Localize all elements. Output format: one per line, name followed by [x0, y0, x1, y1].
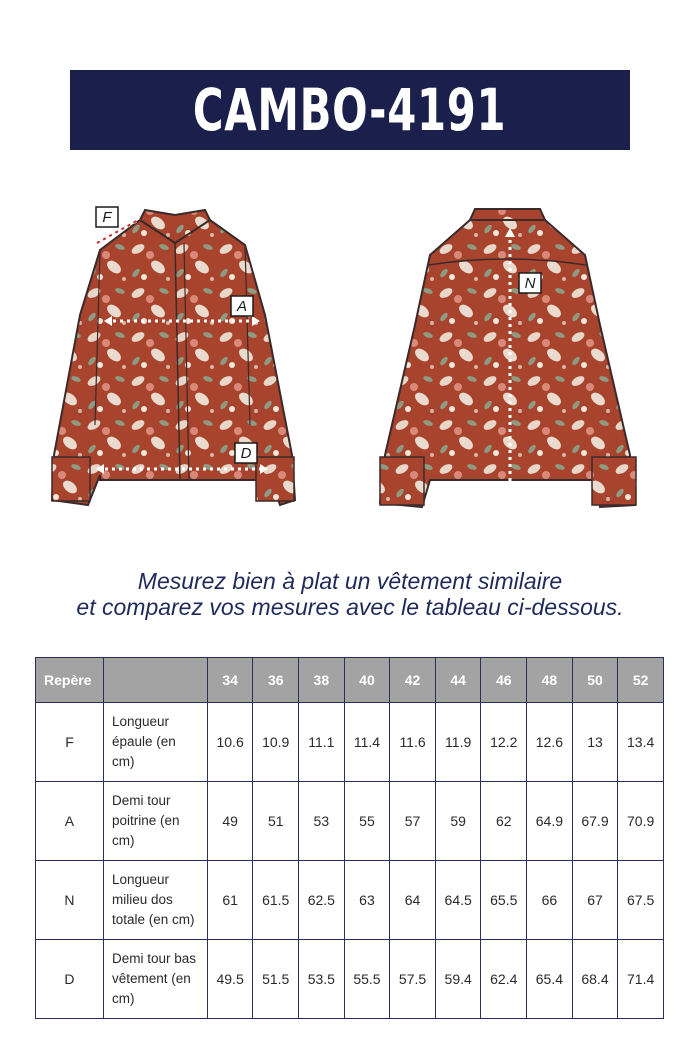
table-row [36, 703, 664, 782]
header-label [103, 658, 207, 703]
table-cell: 11.1 [299, 703, 345, 782]
table-cell: 67.9 [572, 782, 618, 861]
row-label: Longueur milieu dos totale (en cm) [103, 861, 207, 940]
size-chart-table [35, 657, 664, 1019]
row-mark: N [36, 861, 104, 940]
measuring-instructions [0, 568, 700, 620]
row-mark: D [36, 940, 104, 1019]
table-cell: 55 [344, 782, 390, 861]
table-cell: 64.9 [527, 782, 573, 861]
marker-a [231, 296, 253, 316]
table-cell: 67 [572, 861, 618, 940]
table-cell: 11.6 [390, 703, 436, 782]
garment-illustration [40, 195, 660, 525]
product-title: CAMBO-4191 [193, 76, 507, 144]
marker-f [96, 207, 118, 227]
table-cell: 57 [390, 782, 436, 861]
header-size: 40 [344, 658, 390, 703]
table-cell: 67.5 [618, 861, 664, 940]
marker-n [519, 273, 541, 293]
table-cell: 49 [207, 782, 253, 861]
table-row [36, 940, 664, 1019]
table-cell: 53.5 [299, 940, 345, 1019]
svg-text:D: D [240, 445, 252, 462]
header-size: 36 [253, 658, 299, 703]
table-cell: 13.4 [618, 703, 664, 782]
table-cell: 61 [207, 861, 253, 940]
instructions-line-1: Mesurez bien à plat un vêtement similaire [137, 568, 563, 594]
marker-d [235, 443, 257, 463]
table-cell: 68.4 [572, 940, 618, 1019]
table-cell: 59 [435, 782, 481, 861]
header-size: 52 [618, 658, 664, 703]
table-cell: 11.4 [344, 703, 390, 782]
header-size: 46 [481, 658, 527, 703]
table-cell: 49.5 [207, 940, 253, 1019]
table-cell: 59.4 [435, 940, 481, 1019]
table-cell: 64.5 [435, 861, 481, 940]
svg-text:F: F [102, 209, 112, 226]
table-cell: 65.5 [481, 861, 527, 940]
header-size: 48 [527, 658, 573, 703]
table-cell: 12.2 [481, 703, 527, 782]
table-header-row [36, 658, 664, 703]
header-size: 38 [299, 658, 345, 703]
table-cell: 61.5 [253, 861, 299, 940]
header-size: 42 [390, 658, 436, 703]
table-cell: 62.5 [299, 861, 345, 940]
svg-text:A: A [236, 298, 248, 315]
table-cell: 53 [299, 782, 345, 861]
table-cell: 10.9 [253, 703, 299, 782]
svg-text:N: N [524, 275, 536, 292]
table-cell: 62 [481, 782, 527, 861]
table-cell: 62.4 [481, 940, 527, 1019]
header-size: 44 [435, 658, 481, 703]
row-label: Demi tour bas vêtement (en cm) [103, 940, 207, 1019]
title-banner [70, 70, 630, 150]
row-mark: A [36, 782, 104, 861]
table-row [36, 782, 664, 861]
table-cell: 13 [572, 703, 618, 782]
row-mark: F [36, 703, 104, 782]
header-size: 34 [207, 658, 253, 703]
header-size: 50 [572, 658, 618, 703]
table-cell: 66 [527, 861, 573, 940]
row-label: Demi tour poitrine (en cm) [103, 782, 207, 861]
table-cell: 63 [344, 861, 390, 940]
table-cell: 10.6 [207, 703, 253, 782]
table-cell: 64 [390, 861, 436, 940]
table-cell: 70.9 [618, 782, 664, 861]
table-cell: 12.6 [527, 703, 573, 782]
table-cell: 57.5 [390, 940, 436, 1019]
table-cell: 51.5 [253, 940, 299, 1019]
table-row [36, 861, 664, 940]
header-mark: Repère [36, 658, 104, 703]
table-cell: 71.4 [618, 940, 664, 1019]
table-cell: 65.4 [527, 940, 573, 1019]
table-cell: 55.5 [344, 940, 390, 1019]
instructions-line-2: et comparez vos mesures avec le tableau ci-dessous. [76, 594, 624, 620]
table-cell: 11.9 [435, 703, 481, 782]
back-view [380, 209, 636, 507]
table-cell: 51 [253, 782, 299, 861]
front-view [52, 210, 295, 505]
row-label: Longueur épaule (en cm) [103, 703, 207, 782]
